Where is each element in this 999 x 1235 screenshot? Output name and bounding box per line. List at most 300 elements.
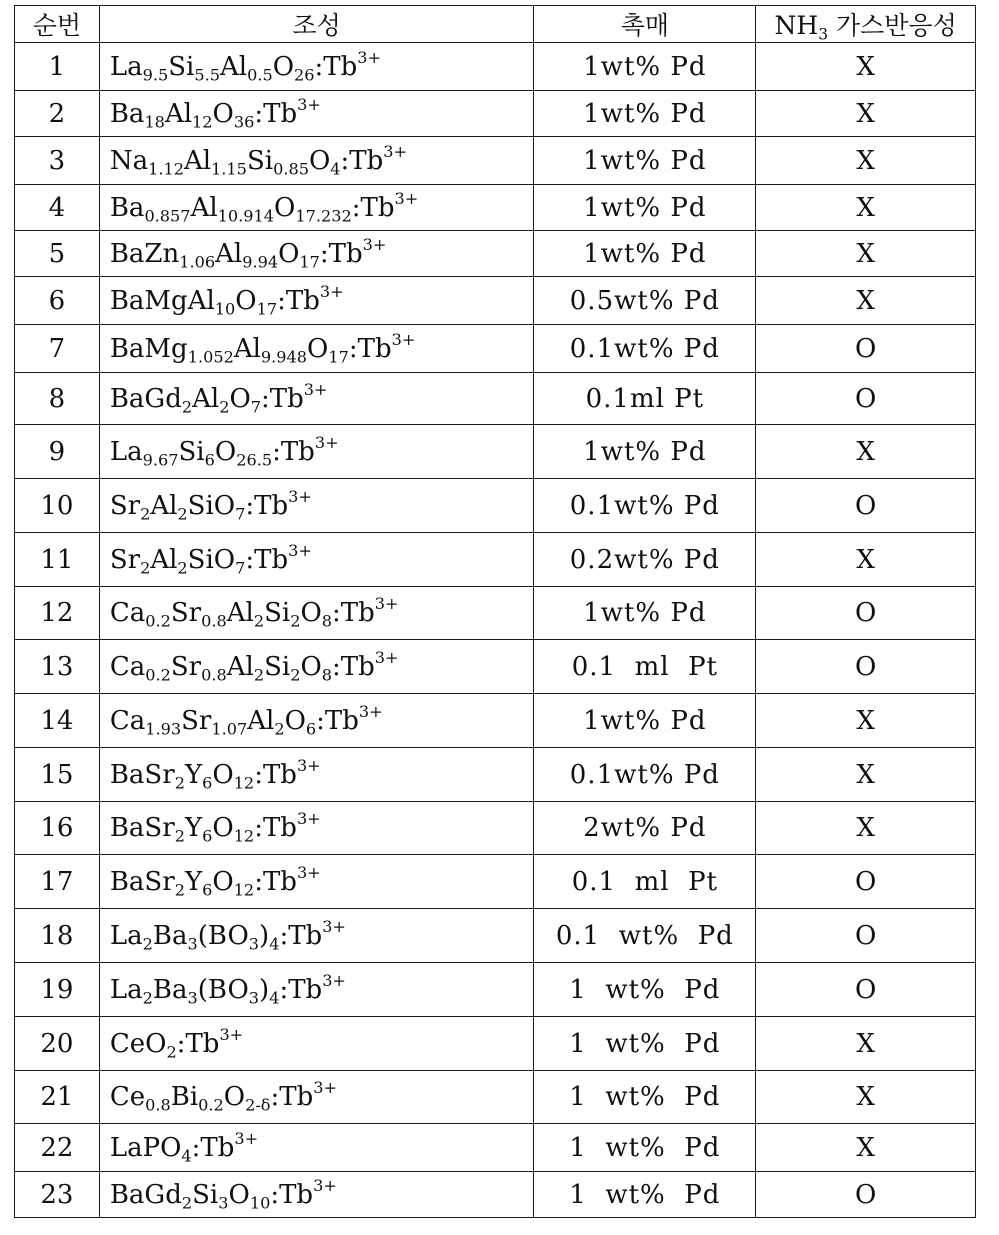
formula-text: Ca [109, 705, 146, 736]
formula-superscript: 3+ [358, 701, 383, 721]
formula-subscript: 7 [250, 397, 262, 417]
formula-text: SiO [187, 544, 236, 575]
formula-subscript: 26 [294, 65, 315, 85]
reactivity-cell: X [756, 185, 976, 231]
catalyst-cell: 1 wt% Pd [534, 1017, 756, 1071]
formula-superscript: 3+ [303, 379, 328, 399]
formula-text: Al [226, 598, 254, 628]
formula-subscript: 12 [192, 112, 213, 132]
row-number: 20 [15, 1017, 100, 1071]
formula-text: :Tb [261, 383, 304, 414]
formula-text: (BO [197, 920, 249, 951]
formula-subscript: 2 [253, 665, 265, 685]
row-number: 6 [15, 277, 100, 325]
formula-subscript: 1.12 [148, 159, 184, 179]
formula-text: :Tb [316, 705, 359, 736]
formula-text: BaMg [109, 333, 188, 364]
formula-superscript: 3+ [391, 329, 416, 349]
composition-cell [99, 640, 534, 694]
catalyst-cell: 0.5wt% Pd [534, 277, 756, 325]
formula-subscript: 3 [187, 988, 198, 1008]
formula-superscript: 3+ [288, 486, 312, 506]
formula-text: Ca [109, 651, 146, 682]
formula-subscript: 2 [174, 773, 185, 793]
formula-text: Al [164, 98, 193, 129]
formula-text: Si [178, 436, 205, 467]
formula-subscript: 6 [202, 826, 213, 846]
formula-text: :Tb [348, 333, 392, 364]
formula-text: Sr [170, 598, 202, 628]
composition-cell [99, 1124, 534, 1172]
composition-cell [99, 855, 534, 909]
formula-text: O [235, 285, 257, 316]
row-number: 3 [15, 137, 100, 185]
reactivity-cell: O [756, 325, 976, 373]
formula-text: Si [264, 651, 291, 682]
table-row [15, 909, 976, 963]
formula-subscript: 10 [249, 1193, 271, 1213]
formula-text: :Tb [270, 1082, 314, 1112]
row-number: 11 [15, 533, 100, 587]
formula-subscript: 2 [140, 558, 151, 578]
composition-cell [99, 1071, 534, 1124]
formula-subscript: 2 [142, 934, 153, 954]
reactivity-cell: X [756, 1124, 976, 1172]
formula-text: :Tb [270, 1179, 314, 1210]
formula-superscript: 3+ [319, 281, 344, 301]
formula-text: LaPO [109, 1132, 182, 1163]
catalyst-cell: 1 wt% Pd [534, 1172, 756, 1218]
row-number: 1 [15, 43, 100, 91]
formula-subscript: 3 [248, 934, 260, 954]
row-number: 18 [15, 909, 100, 963]
reactivity-cell: O [756, 373, 976, 425]
composition-cell [99, 1017, 534, 1071]
catalyst-cell: 1 wt% Pd [534, 963, 756, 1017]
formula-superscript: 3+ [313, 1077, 338, 1097]
formula-text: Y [184, 866, 203, 897]
formula-subscript: 6 [204, 450, 215, 470]
formula-text: Al [226, 651, 254, 682]
composition-cell [99, 137, 534, 185]
formula-text: Al [150, 544, 178, 575]
formula-text: :Tb [351, 192, 395, 223]
reactivity-cell: O [756, 587, 976, 640]
catalyst-cell: 0.1 ml Pt [534, 640, 756, 694]
table-row [15, 802, 976, 855]
formula-text: O [212, 98, 234, 129]
formula-text: La [109, 51, 143, 82]
header-nh3-sub: 3 [818, 25, 829, 44]
row-number: 10 [15, 479, 100, 533]
catalyst-cell: 1wt% Pd [534, 43, 756, 91]
formula-superscript: 3+ [394, 188, 419, 208]
row-number: 4 [15, 185, 100, 231]
formula-subscript: 9.67 [142, 450, 179, 470]
header-nh3-reactivity [756, 6, 976, 43]
formula-superscript: 3+ [219, 1024, 244, 1044]
row-number: 7 [15, 325, 100, 373]
row-number: 2 [15, 91, 100, 137]
row-number: 5 [15, 231, 100, 277]
formula-text: Al [215, 238, 243, 269]
formula-text: :Tb [191, 1132, 235, 1163]
formula-subscript: 2 [253, 611, 265, 631]
formula-text: Ba [152, 974, 188, 1005]
formula-subscript: 1.06 [179, 252, 216, 272]
table-row [15, 1172, 976, 1218]
formula-text: :Tb [254, 98, 298, 129]
formula-subscript: 0.5 [247, 65, 273, 85]
composition-cell [99, 185, 534, 231]
formula-text: Bi [170, 1082, 199, 1112]
formula-text: O [212, 813, 234, 843]
formula-subscript: 3 [187, 934, 198, 954]
table-row [15, 533, 976, 587]
formula-text: La [109, 920, 143, 951]
formula-subscript: 0.2 [145, 665, 171, 685]
formula-subscript: 6 [202, 880, 213, 900]
formula-subscript: 1.15 [211, 159, 247, 179]
catalyst-cell: 1 wt% Pd [534, 1071, 756, 1124]
formula-text: :Tb [245, 544, 289, 575]
formula-text: SiO [187, 490, 236, 521]
row-number: 14 [15, 694, 100, 748]
formula-subscript: 2 [290, 611, 301, 631]
row-number: 23 [15, 1172, 100, 1218]
formula-superscript: 3+ [314, 432, 339, 452]
formula-text: O [223, 1082, 246, 1112]
row-number: 21 [15, 1071, 100, 1124]
reactivity-cell: X [756, 425, 976, 479]
table-row [15, 1017, 976, 1071]
composition-cell [99, 231, 534, 277]
composition-cell [99, 587, 534, 640]
formula-superscript: 3+ [288, 540, 312, 560]
formula-text: ) [259, 920, 270, 951]
table-row [15, 748, 976, 802]
formula-superscript: 3+ [322, 970, 346, 990]
table-row [15, 963, 976, 1017]
reactivity-cell: X [756, 694, 976, 748]
formula-subscript: 2 [181, 397, 193, 417]
table-row [15, 325, 976, 373]
row-number: 19 [15, 963, 100, 1017]
reactivity-cell: O [756, 640, 976, 694]
catalyst-cell: 2wt% Pd [534, 802, 756, 855]
row-number: 13 [15, 640, 100, 694]
formula-subscript: 2 [290, 665, 301, 685]
formula-subscript: 36 [233, 112, 255, 132]
formula-subscript: 2 [177, 558, 188, 578]
composition-cell [99, 802, 534, 855]
formula-subscript: 17 [299, 252, 320, 272]
formula-text: BaZn [109, 238, 180, 269]
composition-cell [99, 277, 534, 325]
table-row [15, 137, 976, 185]
formula-subscript: 17 [256, 299, 278, 319]
reactivity-cell: O [756, 479, 976, 533]
formula-subscript: 2 [166, 1042, 177, 1062]
header-no: 순번 [15, 6, 100, 43]
formula-text: (BO [197, 974, 249, 1005]
reactivity-cell: O [756, 963, 976, 1017]
table-row [15, 855, 976, 909]
table-row [15, 425, 976, 479]
formula-subscript: 4 [269, 988, 280, 1008]
formula-subscript: 9.5 [142, 65, 169, 85]
catalyst-cell: 0.2wt% Pd [534, 533, 756, 587]
table-row [15, 479, 976, 533]
formula-text: Sr [109, 544, 141, 575]
composition-cell [99, 909, 534, 963]
formula-subscript: 1.93 [145, 719, 182, 739]
reactivity-cell: X [756, 1071, 976, 1124]
formula-subscript: 2 [181, 1193, 193, 1213]
formula-superscript: 3+ [362, 234, 387, 254]
reactivity-cell: O [756, 1172, 976, 1218]
formula-text: O [300, 651, 322, 682]
formula-superscript: 3+ [383, 141, 408, 161]
row-number: 16 [15, 802, 100, 855]
formula-text: O [284, 705, 306, 736]
formula-subscript: 7 [235, 558, 246, 578]
formula-text: Ba [109, 98, 145, 129]
formula-text: :Tb [279, 920, 323, 951]
catalyst-cell: 1wt% Pd [534, 425, 756, 479]
formula-subscript: 3 [218, 1193, 229, 1213]
formula-text: Si [168, 51, 195, 82]
composition-cell [99, 325, 534, 373]
formula-subscript: 0.85 [273, 159, 309, 179]
formula-text: :Tb [254, 759, 297, 790]
row-number: 22 [15, 1124, 100, 1172]
formula-text: BaMgAl [109, 285, 215, 316]
formula-text: Ba [152, 920, 188, 951]
formula-text: :Tb [254, 866, 297, 897]
formula-subscript: 9.94 [242, 252, 279, 272]
reactivity-cell: X [756, 43, 976, 91]
formula-text: CeO [109, 1028, 167, 1059]
reactivity-cell: X [756, 91, 976, 137]
formula-text: Ba [109, 192, 145, 223]
formula-text: O [278, 238, 300, 269]
composition-cell [99, 533, 534, 587]
formula-superscript: 3+ [296, 755, 321, 775]
formula-superscript: 3+ [313, 1175, 337, 1195]
composition-cell [99, 373, 534, 425]
table-row [15, 277, 976, 325]
header-nh3-suffix: 가스반응성 [828, 11, 957, 40]
composition-cell [99, 425, 534, 479]
formula-text: O [274, 192, 296, 223]
catalyst-cell: 1wt% Pd [534, 694, 756, 748]
row-number: 8 [15, 373, 100, 425]
composition-cell [99, 1172, 534, 1218]
formula-text: Al [190, 192, 218, 223]
reactivity-cell: X [756, 137, 976, 185]
formula-text: Na [109, 145, 149, 176]
formula-text: Al [247, 705, 275, 736]
formula-text: La [109, 974, 143, 1005]
composition-cell [99, 479, 534, 533]
formula-subscript: 10.914 [217, 206, 275, 226]
formula-subscript: 9.948 [260, 347, 308, 367]
formula-subscript: 12 [233, 773, 255, 793]
formula-subscript: 18 [144, 112, 165, 132]
reactivity-cell: X [756, 533, 976, 587]
formula-text: Y [184, 759, 203, 790]
table-row [15, 231, 976, 277]
formula-text: Al [150, 490, 178, 521]
formula-superscript: 3+ [234, 1128, 259, 1148]
formula-text: BaGd [109, 1179, 182, 1210]
catalyst-cell: 1wt% Pd [534, 587, 756, 640]
formula-subscript: 2 [142, 988, 153, 1008]
formula-text: :Tb [176, 1028, 220, 1059]
formula-subscript: 4 [330, 159, 341, 179]
formula-subscript: 0.8 [201, 611, 227, 631]
formula-text: Al [233, 333, 261, 364]
formula-text: Ce [109, 1082, 146, 1112]
table-row [15, 91, 976, 137]
formula-subscript: 2 [174, 880, 185, 900]
formula-subscript: 0.2 [198, 1095, 224, 1115]
formula-text: :Tb [279, 974, 323, 1005]
header-nh3-prefix: NH [774, 11, 819, 40]
formula-subscript: 7 [235, 504, 246, 524]
table-row [15, 1071, 976, 1124]
formula-subscript: 6 [305, 719, 317, 739]
formula-subscript: 5.5 [194, 65, 220, 85]
formula-text: Ca [109, 598, 146, 628]
formula-text: :Tb [332, 651, 375, 682]
formula-superscript: 3+ [296, 808, 321, 828]
formula-text: BaSr [109, 813, 175, 843]
reactivity-cell: X [756, 1017, 976, 1071]
formula-subscript: 12 [233, 880, 255, 900]
formula-text: O [214, 436, 237, 467]
formula-subscript: 12 [233, 826, 255, 846]
formula-text: Al [220, 51, 248, 82]
reactivity-cell: X [756, 748, 976, 802]
catalyst-cell: 1 wt% Pd [534, 1124, 756, 1172]
formula-subscript: 0.2 [145, 611, 171, 631]
table-row [15, 185, 976, 231]
formula-subscript: 4 [181, 1146, 192, 1166]
formula-text: ) [259, 974, 270, 1005]
table-row [15, 43, 976, 91]
results-table [14, 5, 976, 1218]
catalyst-cell: 0.1wt% Pd [534, 479, 756, 533]
reactivity-cell: X [756, 231, 976, 277]
composition-cell [99, 43, 534, 91]
formula-subscript: 4 [269, 934, 280, 954]
formula-subscript: 10 [214, 299, 236, 319]
formula-text: :Tb [272, 436, 315, 467]
table-row [15, 694, 976, 748]
formula-text: O [229, 383, 251, 414]
formula-subscript: 2 [219, 397, 230, 417]
row-number: 9 [15, 425, 100, 479]
formula-text: BaSr [109, 866, 175, 897]
table-row [15, 640, 976, 694]
reactivity-cell: O [756, 855, 976, 909]
composition-cell [99, 748, 534, 802]
reactivity-cell: X [756, 802, 976, 855]
formula-subscript: 0.857 [144, 206, 191, 226]
catalyst-cell: 0.1ml Pt [534, 373, 756, 425]
reactivity-cell: O [756, 909, 976, 963]
formula-text: BaGd [109, 383, 182, 414]
formula-subscript: 0.8 [201, 665, 227, 685]
formula-text: Si [192, 1179, 219, 1210]
formula-subscript: 2 [174, 826, 185, 846]
row-number: 15 [15, 748, 100, 802]
formula-text: Y [184, 813, 203, 843]
table-body [15, 43, 976, 1218]
formula-text: O [272, 51, 295, 82]
formula-text: O [228, 1179, 250, 1210]
formula-subscript: 17.232 [295, 206, 352, 226]
formula-superscript: 3+ [296, 862, 321, 882]
table-row [15, 587, 976, 640]
formula-subscript: 2-δ [245, 1095, 271, 1115]
formula-text: O [307, 333, 329, 364]
formula-subscript: 8 [321, 665, 333, 685]
formula-superscript: 3+ [374, 593, 399, 613]
formula-superscript: 3+ [374, 647, 399, 667]
formula-text: :Tb [314, 51, 358, 82]
formula-text: :Tb [332, 598, 375, 628]
formula-superscript: 3+ [357, 47, 382, 67]
formula-text: :Tb [319, 238, 363, 269]
formula-text: :Tb [254, 813, 297, 843]
formula-text: O [212, 866, 234, 897]
formula-text: Al [183, 145, 212, 176]
formula-text: Sr [181, 705, 212, 736]
catalyst-cell: 0.1 wt% Pd [534, 909, 756, 963]
catalyst-cell: 0.1wt% Pd [534, 748, 756, 802]
header-catalyst: 촉매 [534, 6, 756, 43]
catalyst-cell: 0.1 ml Pt [534, 855, 756, 909]
table-row [15, 1124, 976, 1172]
table-row [15, 373, 976, 425]
composition-cell [99, 963, 534, 1017]
formula-subscript: 2 [274, 719, 285, 739]
composition-cell [99, 91, 534, 137]
formula-text: Al [192, 383, 220, 414]
catalyst-cell: 1wt% Pd [534, 185, 756, 231]
formula-subscript: 0.8 [145, 1095, 171, 1115]
formula-subscript: 6 [202, 773, 213, 793]
formula-subscript: 26.5 [236, 450, 273, 470]
formula-superscript: 3+ [322, 916, 346, 936]
catalyst-cell: 1wt% Pd [534, 137, 756, 185]
catalyst-cell: 1wt% Pd [534, 231, 756, 277]
formula-text: :Tb [277, 285, 320, 316]
formula-text: Sr [109, 490, 141, 521]
formula-text: La [109, 436, 143, 467]
formula-subscript: 17 [328, 347, 349, 367]
formula-text: Sr [170, 651, 202, 682]
formula-text: O [212, 759, 234, 790]
header-row [15, 6, 976, 43]
catalyst-cell: 1wt% Pd [534, 91, 756, 137]
formula-text: :Tb [340, 145, 384, 176]
formula-text: O [308, 145, 331, 176]
formula-subscript: 2 [140, 504, 151, 524]
